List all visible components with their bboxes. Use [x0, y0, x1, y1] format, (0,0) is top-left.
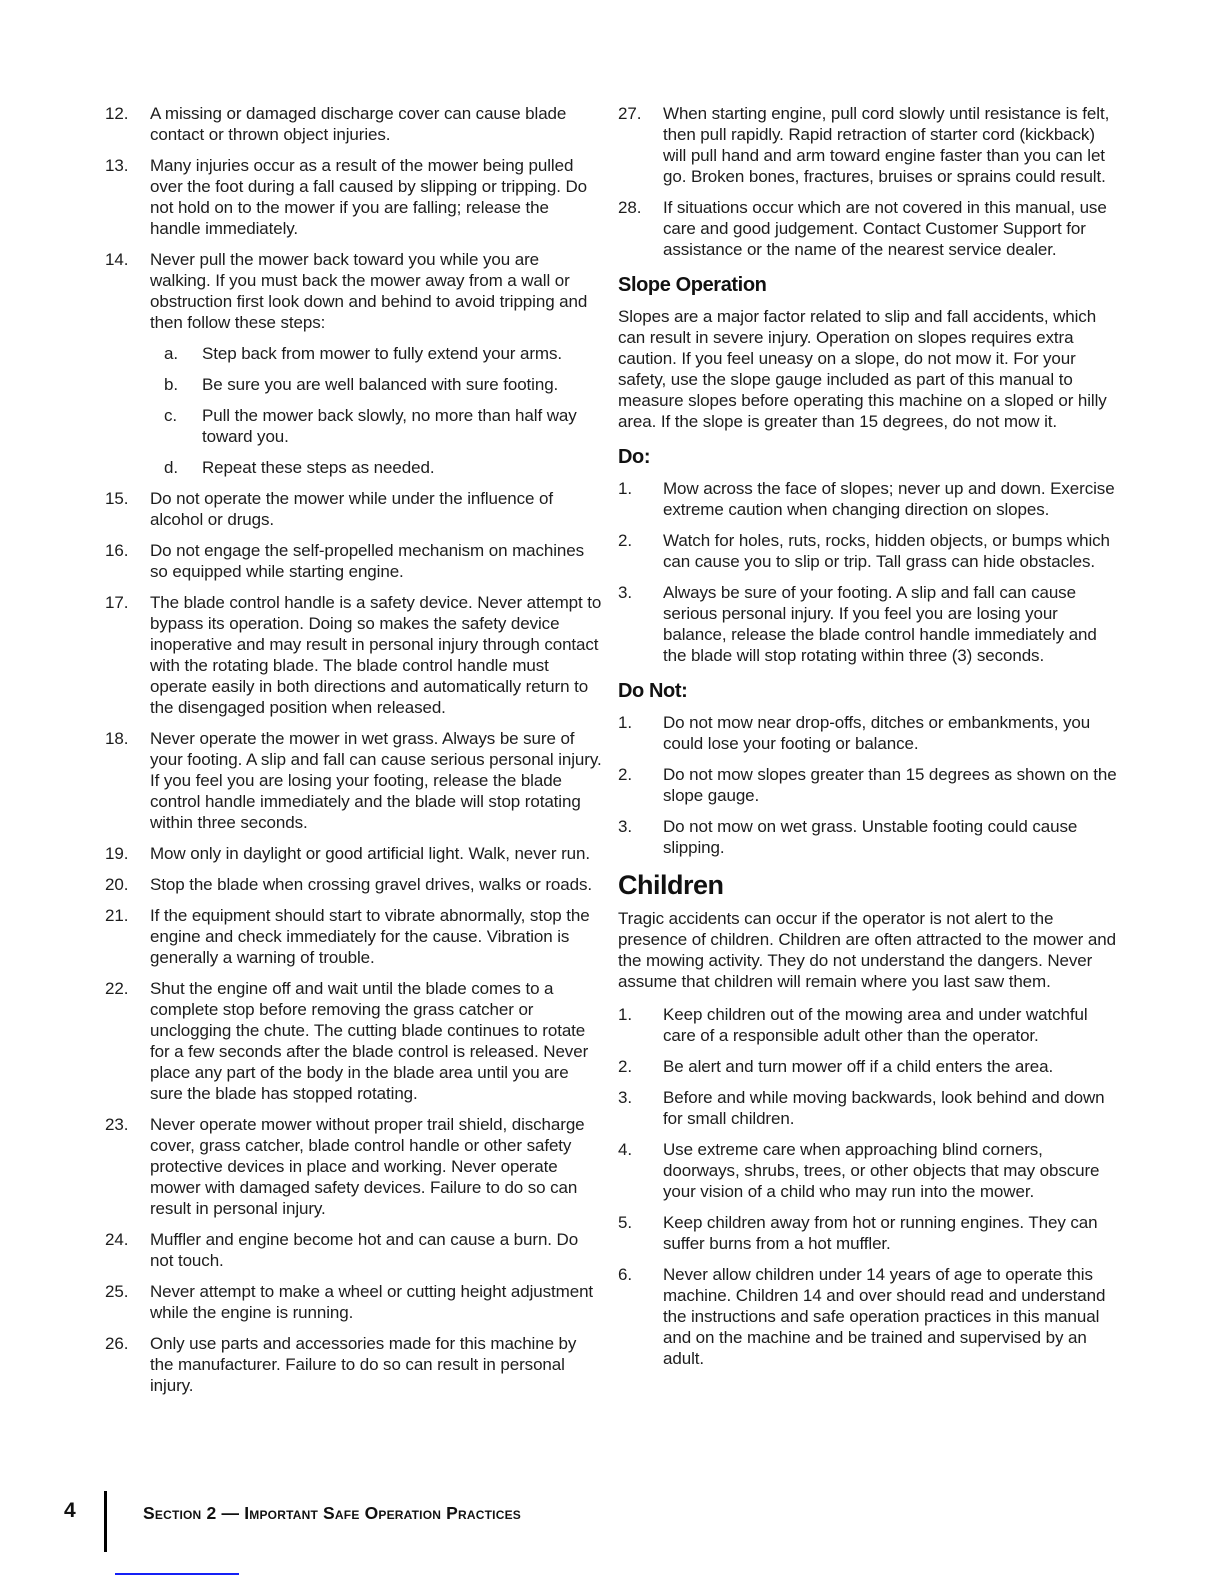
- list-item-number: 13.: [105, 156, 129, 175]
- list-item-text: Keep children away from hot or running engines. They can suffer burns from a hot muffler.: [663, 1213, 1098, 1253]
- children-paragraph: Tragic accidents can occur if the operator is not alert to the presence of children. Children are often attracted to the mower and the mowing activity. They do not understand the dangers. Never assume that children will remain where you last saw them.: [618, 909, 1116, 991]
- list-item: [618, 1056, 1118, 1077]
- list-item-number: 3.: [618, 817, 632, 836]
- list-item-number: 5.: [618, 1213, 632, 1232]
- list-item-text: Before and while moving backwards, look behind and down for small children.: [663, 1088, 1105, 1128]
- list-item: [618, 103, 1118, 187]
- list-item-text: Do not mow on wet grass. Unstable footing could cause slipping.: [663, 817, 1078, 857]
- list-item-text: Never operate the mower in wet grass. Always be sure of your footing. A slip and fall can cause serious personal injury. If you feel you are losing your footing, release the blade control handle immediately and the blade will stop rotating within three seconds.: [150, 729, 602, 832]
- list-item: [618, 197, 1118, 260]
- list-item-text: Never allow children under 14 years of age to operate this machine. Children 14 and over should read and understand the instructions and safe operation practices in this manual and on the machine and be trained and supervised by an adult.: [663, 1265, 1106, 1368]
- list-item-number: 26.: [105, 1334, 129, 1353]
- list-item-number: 3.: [618, 583, 632, 602]
- do-heading: Do:: [618, 446, 651, 468]
- list-item: [618, 478, 1118, 520]
- list-item-number: 16.: [105, 541, 129, 560]
- sub-item-letter: a.: [164, 344, 178, 363]
- list-item: [105, 103, 602, 145]
- sub-list-item: [164, 457, 602, 478]
- list-item: [105, 728, 602, 833]
- list-item-number: 2.: [618, 531, 632, 550]
- list-item-text: Never operate mower without proper trail shield, discharge cover, grass catcher, blade control handle or other safety protective devices in place and working. Never operate mower with damaged safety devices. Failure to do so can result in personal injury.: [150, 1115, 585, 1218]
- list-item-text: Always be sure of your footing. A slip and fall can cause serious personal injury. If you feel you are losing your balance, release the blade control handle immediately and the blade will stop rotating within three (3) seconds.: [663, 583, 1097, 665]
- list-item: [618, 1264, 1118, 1369]
- list-item: [105, 905, 602, 968]
- list-item-text: A missing or damaged discharge cover can cause blade contact or thrown object injuries.: [150, 104, 567, 144]
- list-item-number: 1.: [618, 713, 632, 732]
- slope-operation-heading: Slope Operation: [618, 274, 767, 296]
- list-item-text: Use extreme care when approaching blind corners, doorways, shrubs, trees, or other objects that may obscure your vision of a child who may run into the mower.: [663, 1140, 1100, 1201]
- list-item: [105, 1333, 602, 1396]
- list-item-text: Do not mow slopes greater than 15 degrees as shown on the slope gauge.: [663, 765, 1117, 805]
- list-item-number: 21.: [105, 906, 129, 925]
- list-item: [618, 712, 1118, 754]
- list-item-text: Keep children out of the mowing area and under watchful care of a responsible adult other than the operator.: [663, 1005, 1088, 1045]
- list-item: [105, 1114, 602, 1219]
- list-item-text: Do not mow near drop-offs, ditches or embankments, you could lose your footing or balance.: [663, 713, 1091, 753]
- list-item-number: 19.: [105, 844, 129, 863]
- slope-operation-paragraph: Slopes are a major factor related to slip and fall accidents, which can result in severe injury. Operation on slopes requires extra caution. If you feel uneasy on a slope, do not mow it. For your safety, use the slope gauge included as part of this manual to measure slopes before operating this machine on a sloped or hilly area. If the slope is greater than 15 degrees, do not mow it.: [618, 307, 1107, 431]
- children-heading: Children: [618, 870, 724, 900]
- list-item: [105, 874, 602, 895]
- list-item-text: Shut the engine off and wait until the blade comes to a complete stop before removing the grass catcher or unclogging the chute. The cutting blade continues to rotate for a few seconds after the blade control is released. Never place any part of the body in the blade area until you are sure the blade has stopped rotating.: [150, 979, 589, 1103]
- list-item: [105, 843, 602, 864]
- list-item: [618, 816, 1118, 858]
- sub-item-text: Pull the mower back slowly, no more than half way toward you.: [202, 406, 577, 446]
- list-item: [105, 249, 602, 333]
- sub-item-text: Step back from mower to fully extend your arms.: [202, 344, 562, 363]
- list-item-text: Do not operate the mower while under the influence of alcohol or drugs.: [150, 489, 553, 529]
- list-item: [105, 592, 602, 718]
- list-item-number: 27.: [618, 104, 642, 123]
- list-item-number: 24.: [105, 1230, 129, 1249]
- footer-blue-line: [115, 1573, 239, 1575]
- list-item-number: 2.: [618, 765, 632, 784]
- list-item: [618, 1087, 1118, 1129]
- sub-list: [164, 343, 602, 478]
- left-column: [105, 103, 602, 1406]
- list-item-number: 20.: [105, 875, 129, 894]
- footer-divider-bar: [104, 1491, 107, 1552]
- do-not-heading: Do Not:: [618, 680, 688, 702]
- list-item: [105, 978, 602, 1104]
- list-item-text: Muffler and engine become hot and can cause a burn. Do not touch.: [150, 1230, 579, 1270]
- sub-list-item: [164, 405, 602, 447]
- list-item-number: 12.: [105, 104, 129, 123]
- list-item-text: The blade control handle is a safety device. Never attempt to bypass its operation. Doing so makes the safety device inoperative and may result in personal injury through contact with the rotating blade. The blade control handle must operate easily in both directions and automatically return to the disengaged position when released.: [150, 593, 602, 717]
- list-item-number: 4.: [618, 1140, 632, 1159]
- list-item-number: 1.: [618, 1005, 632, 1024]
- list-item: [618, 1212, 1118, 1254]
- sub-item-text: Repeat these steps as needed.: [202, 458, 435, 477]
- list-item-text: Be alert and turn mower off if a child enters the area.: [663, 1057, 1054, 1076]
- list-item-text: Only use parts and accessories made for this machine by the manufacturer. Failure to do so can result in personal injury.: [150, 1334, 577, 1395]
- list-item-number: 25.: [105, 1282, 129, 1301]
- list-item-text: Never attempt to make a wheel or cutting height adjustment while the engine is running.: [150, 1282, 594, 1322]
- list-item-text: Watch for holes, ruts, rocks, hidden objects, or bumps which can cause you to slip or trip. Tall grass can hide obstacles.: [663, 531, 1110, 571]
- list-item: [105, 1229, 602, 1271]
- list-item-text: Never pull the mower back toward you while you are walking. If you must back the mower away from a wall or obstruction first look down and behind to avoid tripping and then follow these steps:: [150, 250, 588, 332]
- list-item: [618, 530, 1118, 572]
- list-item-number: 6.: [618, 1265, 632, 1284]
- sub-list-item: [164, 374, 602, 395]
- list-item-number: 15.: [105, 489, 129, 508]
- list-item-number: 14.: [105, 250, 129, 269]
- list-item: [618, 582, 1118, 666]
- list-item-text: Stop the blade when crossing gravel drives, walks or roads.: [150, 875, 592, 894]
- sub-item-text: Be sure you are well balanced with sure footing.: [202, 375, 559, 394]
- list-item-text: If the equipment should start to vibrate abnormally, stop the engine and check immediately for the cause. Vibration is generally a warning of trouble.: [150, 906, 590, 967]
- list-item-text: Mow across the face of slopes; never up and down. Exercise extreme caution when changing direction on slopes.: [663, 479, 1115, 519]
- list-item-text: When starting engine, pull cord slowly until resistance is felt, then pull rapidly. Rapid retraction of starter cord (kickback) will pull hand and arm toward engine faster than you can let go. Broken bones, fractures, bruises or sprains could result.: [663, 104, 1110, 186]
- sub-list-item: [164, 343, 602, 364]
- list-item: [618, 1139, 1118, 1202]
- list-item: [618, 1004, 1118, 1046]
- list-item: [105, 155, 602, 239]
- list-item: [105, 1281, 602, 1323]
- list-item-text: Do not engage the self-propelled mechanism on machines so equipped while starting engine.: [150, 541, 585, 581]
- list-item-text: Mow only in daylight or good artificial light. Walk, never run.: [150, 844, 590, 863]
- list-item-number: 2.: [618, 1057, 632, 1076]
- list-item-text: Many injuries occur as a result of the mower being pulled over the foot during a fall caused by slipping or tripping. Do not hold on to the mower if you are falling; release the handle immediately.: [150, 156, 588, 238]
- list-item-number: 3.: [618, 1088, 632, 1107]
- sub-item-letter: b.: [164, 375, 178, 394]
- list-item: [618, 764, 1118, 806]
- list-item-number: 22.: [105, 979, 129, 998]
- sub-item-letter: d.: [164, 458, 178, 477]
- list-item: [105, 488, 602, 530]
- list-item-number: 1.: [618, 479, 632, 498]
- page-number: 4: [64, 1499, 76, 1522]
- sub-item-letter: c.: [164, 406, 178, 425]
- footer-section-title: Section 2 — Important Safe Operation Practices: [143, 1503, 521, 1523]
- list-item-number: 17.: [105, 593, 129, 612]
- right-column: [618, 103, 1118, 1379]
- list-item-number: 28.: [618, 198, 642, 217]
- list-item-number: 18.: [105, 729, 129, 748]
- list-item-text: If situations occur which are not covered in this manual, use care and good judgement. Contact Customer Support for assistance or the name of the nearest service dealer.: [663, 198, 1107, 259]
- list-item: [105, 540, 602, 582]
- list-item-number: 23.: [105, 1115, 129, 1134]
